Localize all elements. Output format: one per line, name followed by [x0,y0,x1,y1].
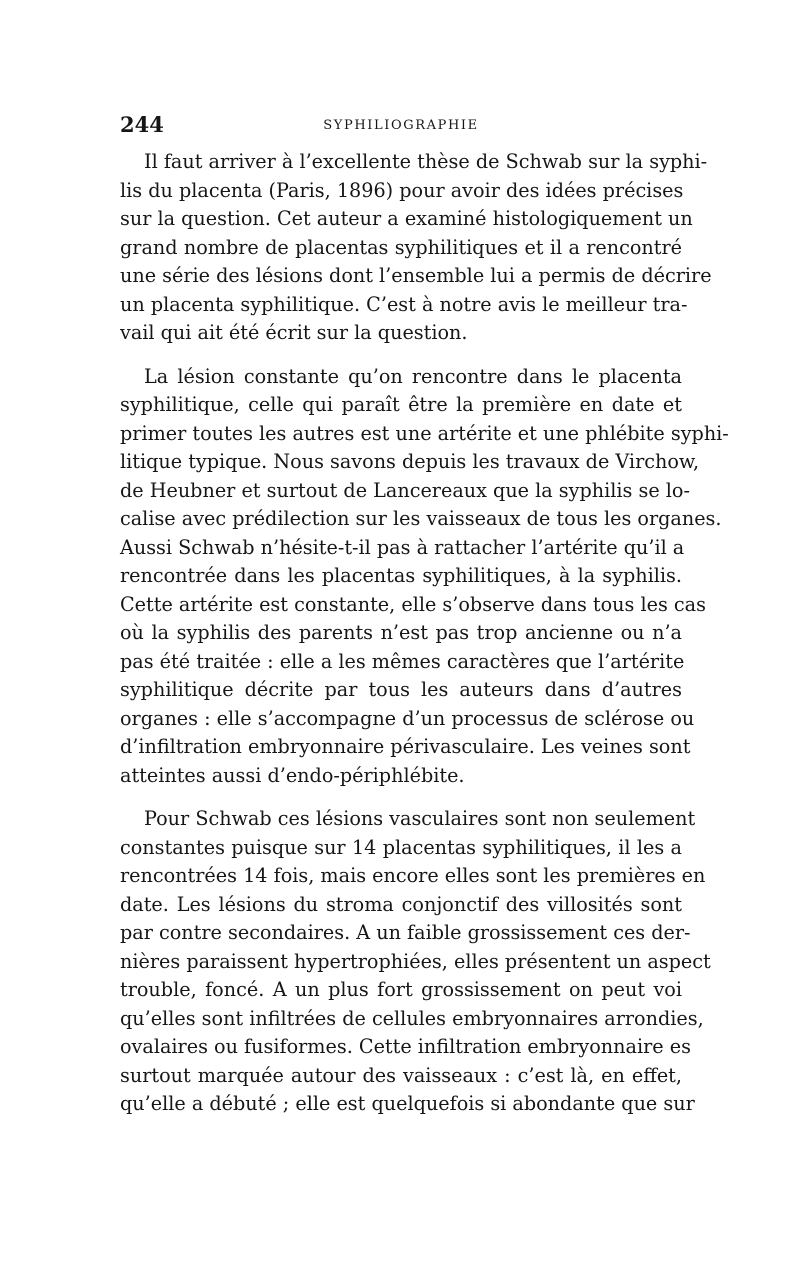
text-line: rencontrées 14 fois, mais encore elles sont les premières en [120,864,706,887]
text-line: sur la question. Cet auteur a examiné histologiquement un [120,207,693,230]
text-line: un placenta syphilitique. C’est à notre avis le meilleur tra- [120,292,688,316]
text-line: calise avec prédilection sur les vaisseaux de tous les organes. [120,507,722,530]
running-title: SYPHILIOGRAPHIE [323,118,479,133]
text-line: Aussi Schwab n’hésite-t-il pas à rattacher l’artérite qu’il a [120,535,685,559]
text-line: organes : elle s’accompagne d’un processus de sclérose ou [120,706,695,730]
text-line: date. Les lésions du stroma conjonctif des villosités sont [120,892,682,916]
text-line: La lésion constante qu’on rencontre dans le placenta [144,364,682,388]
text-line: Pour Schwab ces lésions vasculaires sont non seulement [144,807,696,830]
text-line: lis du placenta (Paris, 1896) pour avoir des idées précises [120,178,684,202]
text-line: constantes puisque sur 14 placentas syphilitiques, il les a [120,835,682,859]
text-line: Cette artérite est constante, elle s’observe dans tous les cas [120,592,706,616]
text-line: où la syphilis des parents n’est pas trop ancienne ou n’a [120,621,682,644]
text-line: vail qui ait été écrit sur la question. [120,321,468,344]
text-line: qu’elles sont infiltrées de cellules embryonnaires arrondies, [120,1006,704,1030]
paragraph-gap [120,790,682,805]
text-line: grand nombre de placentas syphilitiques et il a rencontré [120,235,682,259]
text-line: de Heubner et surtout de Lancereaux que la syphilis se lo- [120,478,690,502]
text-line: rencontrée dans les placentas syphilitiques, à la syphilis. [120,564,682,587]
text-line: Il faut arriver à l’excellente thèse de Schwab sur la syphi- [144,150,708,173]
text-line: surtout marquée autour des vaisseaux : c’est là, en effet, [120,1063,682,1087]
text-line: par contre secondaires. A un faible grossissement ces der- [120,921,691,944]
paragraph [120,805,711,1119]
body-text [120,148,729,1119]
text-line: atteintes aussi d’endo-périphlébite. [120,763,465,787]
text-line: d’infiltration embryonnaire périvasculaire. Les veines sont [120,735,691,758]
page-header [120,112,682,142]
text-line: ovalaires ou fusiformes. Cette infiltration embryonnaire es [120,1035,691,1058]
text-line: trouble, foncé. A un plus fort grossissement on peut voi [120,978,682,1001]
text-line: une série des lésions dont l’ensemble lui a permis de décrire [120,264,712,287]
text-line: pas été traitée : elle a les mêmes caractères que l’artérite [120,649,685,673]
paragraph-gap [120,348,682,363]
page-number: 244 [120,112,164,137]
text-line: syphilitique, celle qui paraît être la première en date et [120,393,682,416]
text-line: qu’elle a débuté ; elle est quelquefois si abondante que sur [120,1092,695,1115]
paragraph [120,363,729,791]
text-line: litique typique. Nous savons depuis les travaux de Virchow, [120,450,700,473]
text-line: nières paraissent hypertrophiées, elles présentent un aspect [120,949,711,973]
text-line: syphilitique décrite par tous les auteurs dans d’autres [120,678,682,701]
paragraph [120,148,712,348]
text-line: primer toutes les autres est une artérite et une phlébite syphi- [120,421,729,445]
